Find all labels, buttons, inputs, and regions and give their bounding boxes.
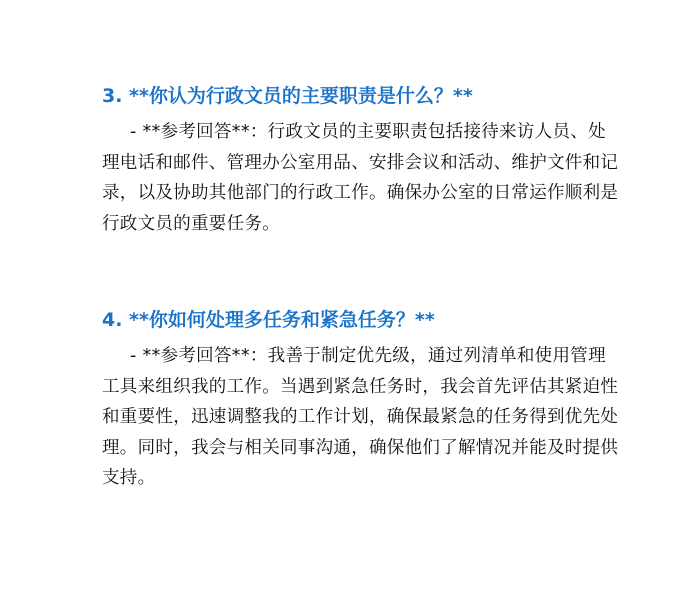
qa-section-3 (102, 82, 622, 239)
qa-section-4 (102, 306, 622, 494)
answer-paragraph: - **参考回答**：我善于制定优先级，通过列清单和使用管理工具来组织我的工作。当遇到紧急任务时，我会首先评估其紧迫性和重要性，迅速调整我的工作计划，确保最紧急的任务得到优先处理。同时，我会与相关同事沟通，确保他们了解情况并能及时提供支持。 (102, 346, 619, 488)
question-heading: 3. **你认为行政文员的主要职责是什么？** (102, 85, 473, 107)
answer-paragraph: - **参考回答**：行政文员的主要职责包括接待来访人员、处理电话和邮件、管理办公室用品、安排会议和活动、维护文件和记录，以及协助其他部门的行政工作。确保办公室的日常运作顺利是行政文员的重要任务。 (102, 122, 619, 234)
question-heading: 4. **你如何处理多任务和紧急任务？** (102, 309, 435, 331)
